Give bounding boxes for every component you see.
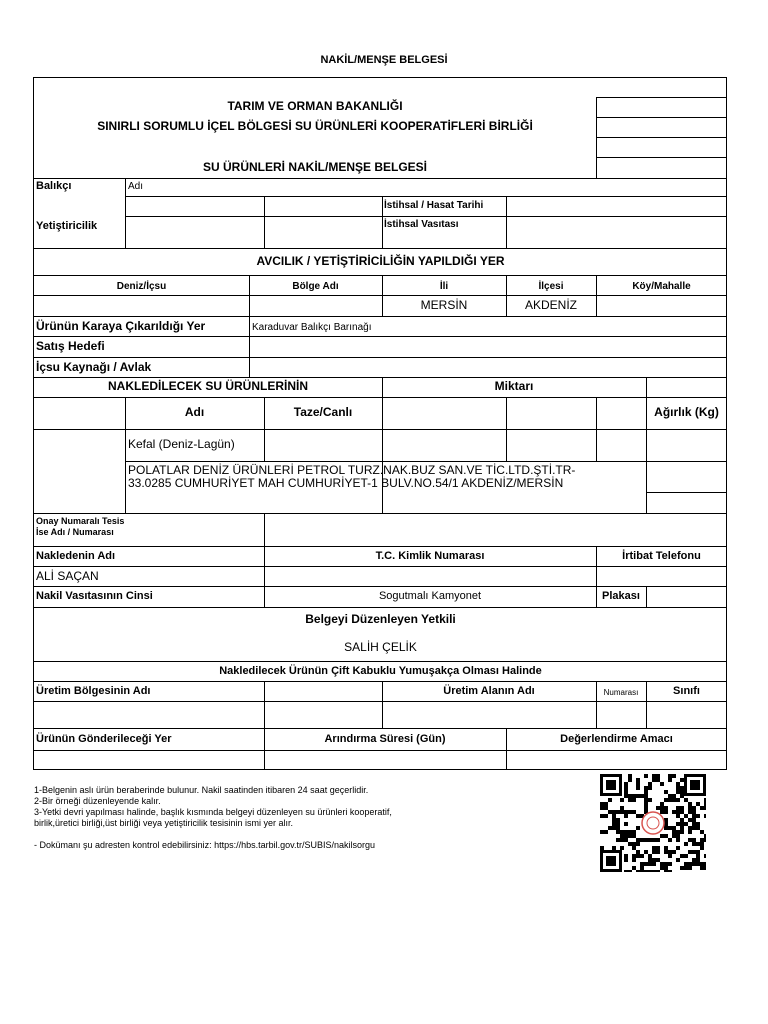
ministry-title: TARIM VE ORMAN BAKANLIĞI: [227, 99, 403, 113]
label-istihsal-tarihi: İstihsal / Hasat Tarihi: [384, 200, 484, 211]
value-nakleden: ALİ SAÇAN: [36, 569, 99, 583]
label-tc: T.C. Kimlik Numarası: [375, 550, 485, 562]
seal-icon: [642, 812, 664, 834]
col-taze: Taze/Canlı: [293, 405, 353, 419]
label-miktar: Miktarı: [494, 379, 534, 393]
col-deniz: Deniz/İçsu: [116, 281, 167, 292]
shellfish-title: Nakledilecek Ürünün Çift Kabuklu Yumuşakça Olması Halinde: [219, 665, 542, 677]
company-line-2: 33.0285 CUMHURİYET MAH CUMHURİYET-1 BULV.NO.54/1 AKDENİZ/MERSİN: [128, 476, 564, 490]
label-facility-1: Onay Numaralı Tesis: [36, 516, 125, 526]
col-ili: İli: [439, 281, 449, 292]
value-ili: MERSİN: [420, 298, 468, 312]
label-uretim-alan: Üretim Alanın Adı: [443, 685, 535, 697]
form-title: SU ÜRÜNLERİ NAKİL/MENŞE BELGESİ: [202, 160, 427, 174]
label-degerlendirme: Değerlendirme Amacı: [560, 733, 673, 745]
qr-code-icon: [600, 774, 706, 872]
label-facility-2: İse Adı / Numarası: [36, 527, 114, 537]
footer-verify-link[interactable]: - Dokümanı şu adresten kontrol edebilirsiniz: https://hbs.tarbil.gov.tr/SUBIS/nakilsorgu: [34, 840, 375, 850]
footer-note-2: 2-Bir örneği düzenleyende kalır.: [34, 796, 161, 806]
label-uretim-bolge: Üretim Bölgesinin Adı: [36, 685, 151, 697]
footer-note-3b: birlik,üretici birliği,üst birliği veya yetiştiricilik tesisinin ismi yer alır.: [34, 818, 294, 828]
label-satis: Satış Hedefi: [36, 339, 105, 353]
label-adi: Adı: [128, 181, 144, 192]
col-ilce: İlçesi: [538, 281, 564, 292]
value-ilce: AKDENİZ: [524, 298, 577, 312]
label-numarasi: Numarası: [603, 688, 639, 697]
union-title: SINIRLI SORUMLU İÇEL BÖLGESİ SU ÜRÜNLERİ KOOPERATİFLERİ BİRLİĞİ: [97, 119, 533, 133]
col-bolge: Bölge Adı: [292, 281, 339, 292]
label-irtibat: İrtibat Telefonu: [622, 550, 701, 562]
authority-title: Belgeyi Düzenleyen Yetkili: [305, 612, 456, 626]
value-karaya: Karaduvar Balıkçı Barınağı: [252, 322, 372, 333]
label-sinifi: Sınıfı: [673, 685, 700, 697]
certificate-form: [33, 77, 727, 770]
location-section-title: AVCILIK / YETİŞTİRİCİLİĞİN YAPILDIĞI YER: [256, 254, 505, 268]
value-vasita: Sogutmalı Kamyonet: [378, 590, 482, 602]
label-arindirma: Arındırma Süresi (Gün): [324, 733, 446, 745]
col-urun-adi: Adı: [184, 405, 205, 419]
document-title: NAKİL/MENŞE BELGESİ: [320, 54, 448, 66]
authority-name: SALİH ÇELİK: [344, 640, 417, 654]
label-gonderilecek: Ürünün Gönderileceği Yer: [36, 733, 172, 745]
product-name: Kefal (Deniz-Lagün): [128, 437, 235, 451]
label-karaya: Ürünün Karaya Çıkarıldığı Yer: [36, 319, 206, 333]
footer-note-1: 1-Belgenin aslı ürün beraberinde bulunur. Nakil saatinden itibaren 24 saat geçerlidir.: [34, 785, 369, 795]
label-plaka: Plakası: [602, 590, 640, 602]
label-nakleden: Nakledenin Adı: [36, 550, 116, 562]
products-section-title: NAKLEDİLECEK SU ÜRÜNLERİNİN: [107, 379, 308, 393]
company-line-1: POLATLAR DENİZ ÜRÜNLERİ PETROL TURZ.NAK.BUZ SAN.VE TİC.LTD.ŞTİ.TR-: [128, 463, 576, 477]
footer-note-3a: 3-Yetki devri yapılması halinde, başlık kısmında belgeyi düzenleyen su ürünleri kooperatif,: [34, 807, 392, 817]
label-icsu: İçsu Kaynağı / Avlak: [36, 360, 152, 374]
label-balikci: Balıkçı: [36, 180, 72, 192]
label-yetistiricilik: Yetiştiricilik: [36, 220, 98, 232]
label-vasita: Nakil Vasıtasının Cinsi: [36, 590, 153, 602]
col-agirlik: Ağırlık (Kg): [654, 405, 719, 419]
col-koy: Köy/Mahalle: [632, 281, 691, 292]
label-istihsal-vasitasi: İstihsal Vasıtası: [384, 219, 459, 230]
